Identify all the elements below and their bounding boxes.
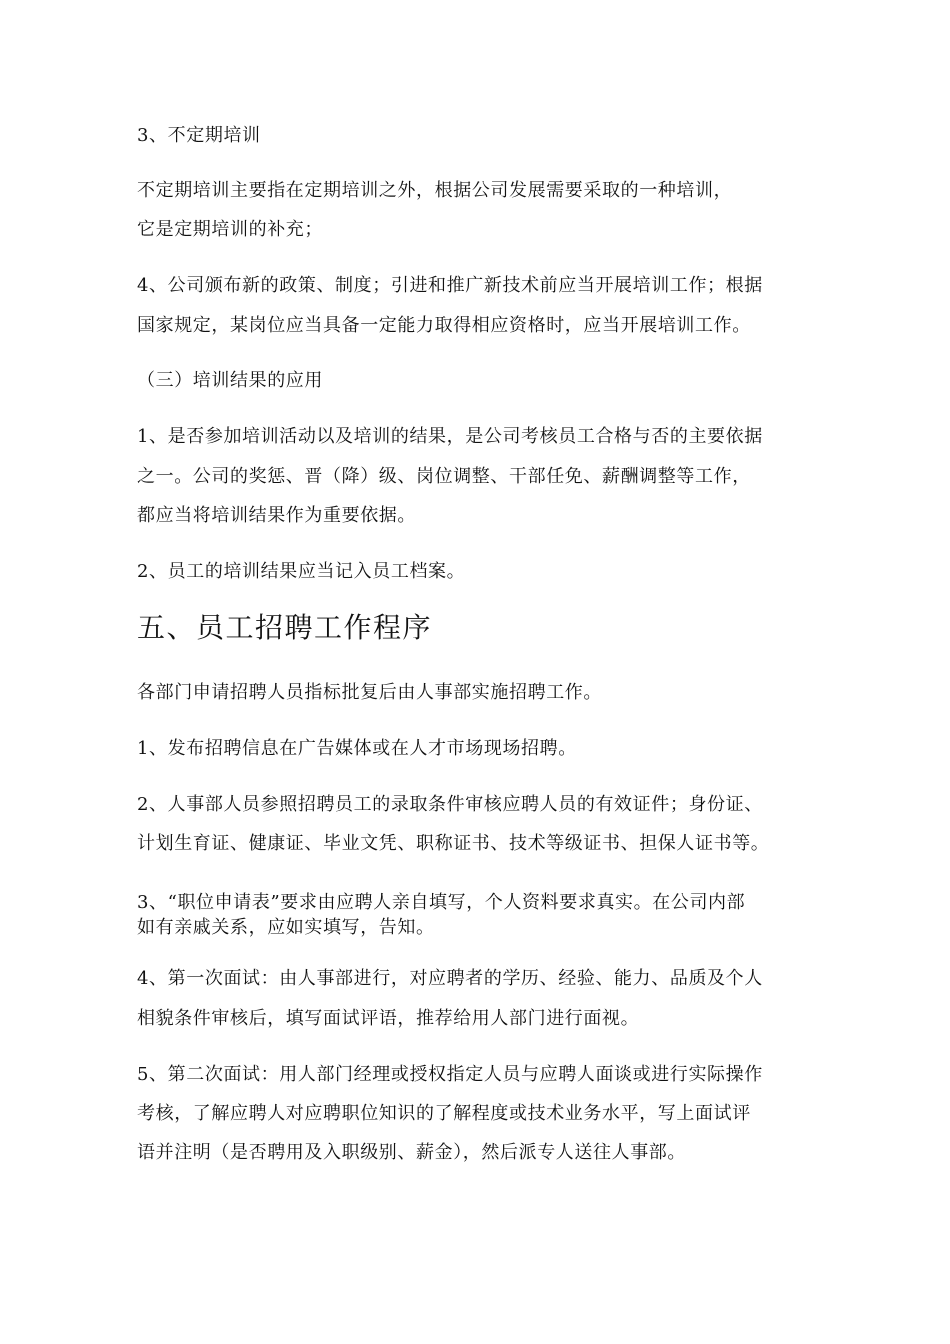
paragraph-line: 如有亲戚关系，应如实填写，告知。 (137, 917, 435, 938)
paragraph-line: 考核，了解应聘人对应聘职位知识的了解程度或技术业务水平，写上面试评 (137, 1103, 751, 1124)
paragraph-line: 相貌条件审核后，填写面试评语，推荐给用人部门进行面视。 (137, 1008, 640, 1029)
paragraph-line: 国家规定，某岗位应当具备一定能力取得相应资格时，应当开展培训工作。 (137, 315, 751, 336)
paragraph-line: 4、公司颁布新的政策、制度；引进和推广新技术前应当开展培训工作；根据 (137, 275, 763, 296)
paragraph-line: 1、发布招聘信息在广告媒体或在人才市场现场招聘。 (137, 738, 577, 759)
paragraph-line: 各部门申请招聘人员指标批复后由人事部实施招聘工作。 (137, 682, 602, 703)
paragraph-line: 4、第一次面试：由人事部进行，对应聘者的学历、经验、能力、品质及个人 (137, 968, 763, 989)
paragraph-line: 2、员工的培训结果应当记入员工档案。 (137, 561, 466, 582)
section-3-heading: 3、不定期培训 (137, 125, 261, 146)
paragraph-line: 计划生育证、健康证、毕业文凭、职称证书、技术等级证书、担保人证书等。 (137, 833, 770, 854)
paragraph-line: 3、“职位申请表”要求由应聘人亲自填写，个人资料要求真实。在公司内部 (137, 892, 746, 913)
paragraph-line: 1、是否参加培训活动以及培训的结果，是公司考核员工合格与否的主要依据 (137, 426, 763, 447)
paragraph-line: 2、人事部人员参照招聘员工的录取条件审核应聘人员的有效证件；身份证、 (137, 794, 763, 815)
section-heading: 五、员工招聘工作程序 (137, 611, 433, 644)
paragraph-line: 都应当将培训结果作为重要依据。 (137, 505, 416, 526)
paragraph-line: 不定期培训主要指在定期培训之外，根据公司发展需要采取的一种培训， (137, 180, 733, 201)
paragraph-line: 它是定期培训的补充； (137, 219, 323, 240)
paragraph-line: 之一。公司的奖惩、晋（降）级、岗位调整、干部任免、薪酬调整等工作， (137, 466, 751, 487)
paragraph-line: 语并注明（是否聘用及入职级别、薪金），然后派专人送往人事部。 (137, 1142, 686, 1163)
subsection-heading: （三）培训结果的应用 (137, 370, 323, 391)
paragraph-line: 5、第二次面试：用人部门经理或授权指定人员与应聘人面谈或进行实际操作 (137, 1064, 763, 1085)
